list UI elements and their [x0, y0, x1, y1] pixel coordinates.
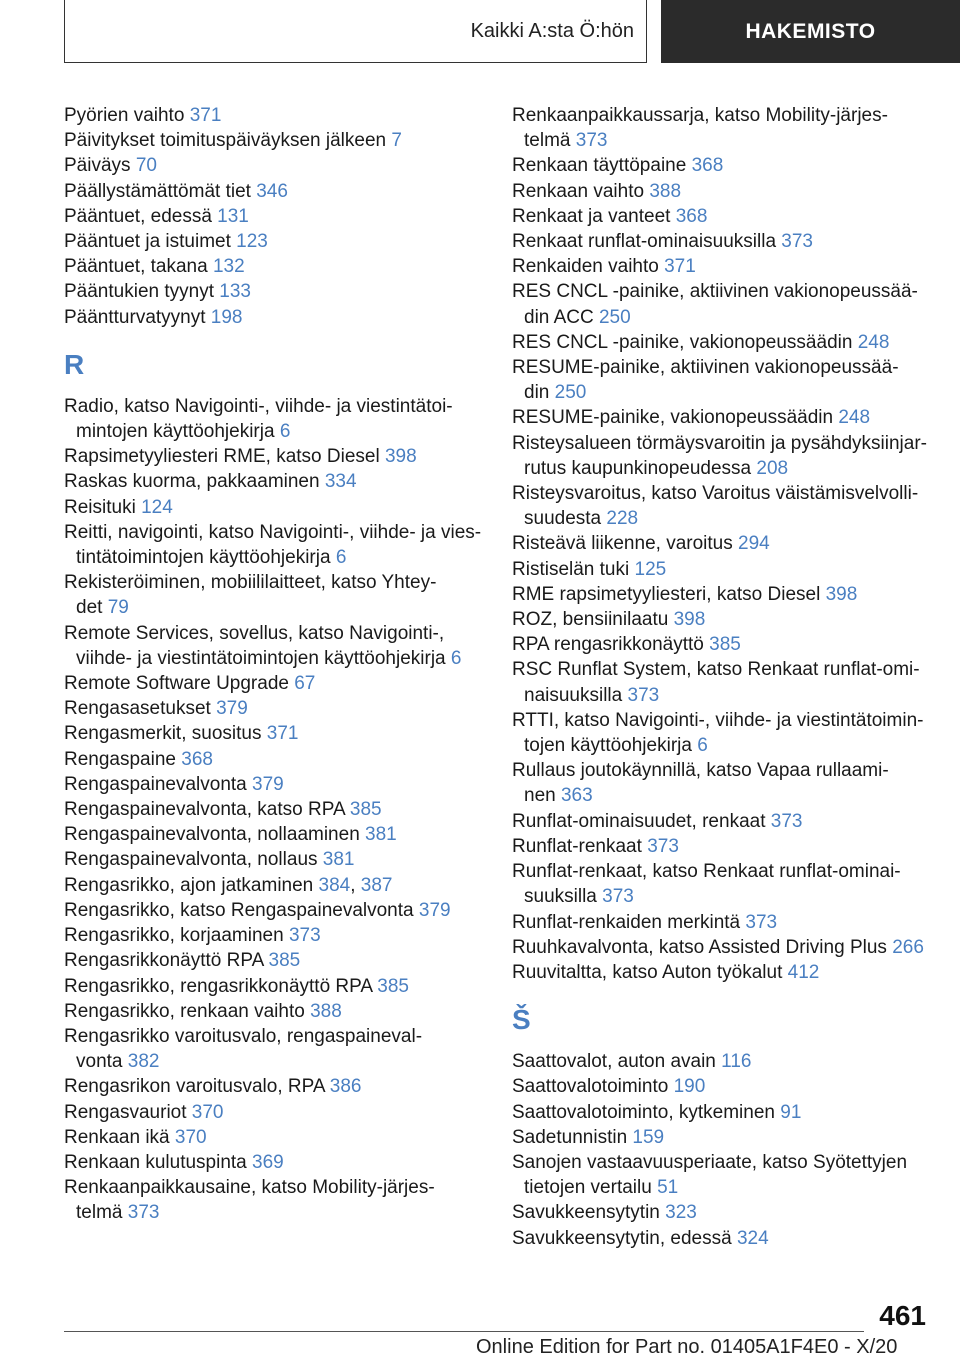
entry-text: Savukkeensytytin: [512, 1202, 666, 1224]
page-link[interactable]: 385: [377, 975, 409, 997]
entry-text: Rengasrikon varoitusvalo, RPA: [64, 1076, 330, 1098]
entry-text: RESUME-painike, aktiivinen vakionopeussää-: [512, 357, 899, 379]
entry-text: Päällystämättömät tiet: [64, 180, 257, 202]
page-link[interactable]: 248: [857, 331, 890, 353]
entry-text: RTTI, katso Navigointi-, viihde- ja viestintätoimin-: [512, 709, 924, 731]
page-link[interactable]: 373: [602, 886, 634, 908]
index-entry: [64, 1150, 484, 1175]
page-link[interactable]: 124: [141, 496, 173, 518]
entry-text-continued: tietojen vertailu: [524, 1177, 658, 1199]
entry-text: Saattovalotoiminto: [512, 1076, 674, 1098]
index-entry: [512, 153, 932, 178]
page-number: 461: [879, 1300, 926, 1331]
page-link[interactable]: 6: [450, 647, 462, 669]
index-letter-heading: R: [64, 348, 85, 380]
entry-text: ROZ, bensiinilaatu: [512, 609, 674, 631]
entry-text-continued: tojen käyttöohjekirja: [524, 735, 698, 757]
page-link[interactable]: 159: [632, 1126, 665, 1148]
entry-text: Rengasrikko, korjaaminen: [64, 925, 289, 947]
page-link[interactable]: 373: [745, 911, 778, 933]
entry-text: Renkaan vaihto: [512, 180, 650, 202]
index-entry: [64, 1024, 484, 1074]
entry-text-continued: suuksilla: [524, 886, 603, 908]
page-link[interactable]: 123: [236, 231, 268, 253]
entry-text: RPA rengasrikkonäyttö: [512, 634, 710, 656]
index-entry: [512, 657, 932, 707]
page-link[interactable]: 371: [266, 723, 299, 745]
entry-text: Saattovalotoiminto, kytkeminen: [512, 1101, 781, 1123]
page-link[interactable]: 6: [279, 421, 291, 443]
page-link[interactable]: 368: [181, 748, 213, 770]
entry-text: Pääntuet ja istuimet: [64, 231, 237, 253]
page-link[interactable]: 250: [598, 306, 631, 328]
index-entry: [64, 254, 484, 279]
page-link[interactable]: 346: [256, 180, 288, 202]
entry-text: Rekisteröiminen, mobiililaitteet, katso Yhtey-: [64, 572, 437, 594]
index-entry: [64, 721, 484, 746]
entry-text-continued: vonta: [76, 1051, 128, 1073]
entry-text-continued: viihde- ja viestintätoimintojen käyttöohjekirja: [76, 647, 451, 669]
entry-text: Rengasrikko varoitusvalo, rengaspaineval-: [64, 1025, 423, 1047]
index-entry: [64, 948, 484, 973]
entry-text: Renkaanpaikkaussarja, katso Mobility-järjes-: [512, 105, 888, 126]
entry-text: Runflat-renkaat: [512, 835, 648, 857]
entry-text: RSC Runflat System, katso Renkaat runflat-omi-: [512, 659, 920, 681]
page-link[interactable]: 398: [825, 583, 858, 605]
page-link[interactable]: 6: [697, 735, 708, 757]
entry-text: Remote Services, sovellus, katso Navigointi-,: [64, 622, 445, 644]
entry-text: Raskas kuorma, pakkaaminen: [64, 471, 325, 493]
page-link[interactable]: 334: [324, 471, 357, 493]
index-entry: [64, 822, 484, 847]
index-entry: [512, 229, 932, 254]
page-link[interactable]: 250: [554, 382, 587, 404]
index-entry: [64, 394, 484, 444]
entry-text: Radio, katso Navigointi-, viihde- ja viestintätoi-: [64, 395, 453, 417]
entry-text: Rullaus joutokäynnillä, katso Vapaa rullaami-: [512, 760, 889, 782]
index-entry: [512, 935, 932, 960]
entry-text: Ruuvitaltta, katso Auton työkalut: [512, 961, 788, 983]
index-entry: [512, 481, 932, 531]
entry-text: Rengasrikko, katso Rengaspainevalvonta: [64, 899, 419, 921]
index-entry: [64, 103, 484, 128]
page-link[interactable]: 368: [675, 205, 708, 227]
index-entry: [512, 204, 932, 229]
page-link[interactable]: 51: [657, 1177, 679, 1199]
entry-text: Rengaspainevalvonta, nollaus: [64, 849, 323, 871]
page-link[interactable]: 133: [219, 281, 251, 303]
entry-text: Rengasvauriot: [64, 1101, 192, 1123]
entry-text: Renkaat ja vanteet: [512, 205, 676, 227]
page-link[interactable]: 386: [329, 1076, 362, 1098]
entry-text: Renkaat runflat-ominaisuuksilla: [512, 231, 782, 253]
index-entry: [64, 1100, 484, 1125]
index-entry: [64, 974, 484, 999]
index-entry: [512, 809, 932, 834]
index-entry: [512, 834, 932, 859]
entry-text-continued: det: [76, 597, 108, 619]
entry-text: Risteysalueen törmäysvaroitin ja pysähdyksiinjar-: [512, 432, 928, 454]
index-entry: [64, 570, 484, 620]
index-entry: [512, 708, 932, 758]
entry-text: Reitti, navigointi, katso Navigointi-, viihde- ja vies-: [64, 521, 482, 543]
entry-text: Ristiselän tuki: [512, 558, 635, 580]
page-link[interactable]: 373: [781, 231, 813, 253]
entry-text: Rengasrikkonäyttö RPA: [64, 950, 269, 972]
entry-text: Päiväys: [64, 155, 136, 177]
page-link[interactable]: 379: [418, 899, 451, 921]
entry-text: Remote Software Upgrade: [64, 673, 295, 695]
page-link[interactable]: 373: [127, 1202, 160, 1224]
page-link[interactable]: 363: [560, 785, 593, 807]
index-entry: [512, 355, 932, 405]
index-entry: [512, 960, 932, 985]
entry-text-continued: suudesta: [524, 508, 607, 530]
page-link[interactable]: 79: [107, 597, 129, 619]
page-link[interactable]: 228: [606, 508, 639, 530]
tab-index[interactable]: HAKEMISTO: [661, 0, 960, 63]
index-entry: [512, 330, 932, 355]
index-entry: [64, 128, 484, 153]
index-entry: [64, 204, 484, 229]
entry-text: Rengasmerkit, suositus: [64, 723, 267, 745]
index-entry: [64, 179, 484, 204]
page-link[interactable]: 323: [665, 1202, 697, 1224]
index-entry: [64, 1125, 484, 1150]
entry-text: Runflat-renkaiden merkintä: [512, 911, 746, 933]
page-link[interactable]: 388: [649, 180, 682, 202]
entry-text: Pääntuet, takana: [64, 256, 213, 278]
index-entry: [64, 520, 484, 570]
page-link[interactable]: 373: [288, 925, 321, 947]
page-link[interactable]: 379: [216, 698, 248, 720]
index-entry: [64, 621, 484, 671]
page-link[interactable]: 7: [391, 130, 402, 152]
page-link[interactable]: 412: [787, 961, 820, 983]
page-link[interactable]: 370: [191, 1101, 224, 1123]
page-link[interactable]: 384: [318, 874, 351, 896]
entry-text: Renkaan kulutuspinta: [64, 1151, 253, 1173]
index-entry: [512, 607, 932, 632]
entry-text-continued: mintojen käyttöohjekirja: [76, 421, 280, 443]
entry-text: Pyörien vaihto: [64, 105, 190, 126]
page-link[interactable]: 385: [268, 950, 301, 972]
page-link[interactable]: 373: [627, 684, 660, 706]
entry-text-continued: telmä: [524, 130, 576, 152]
page-link[interactable]: 388: [310, 1000, 342, 1022]
index-entry: [64, 772, 484, 797]
entry-text: RES CNCL -painike, vakionopeussäädin: [512, 331, 858, 353]
page-link[interactable]: 324: [736, 1227, 769, 1249]
index-column-left: [64, 103, 484, 1226]
page-link[interactable]: 373: [770, 810, 803, 832]
entry-text: Renkaanpaikkausaine, katso Mobility-järjes-: [64, 1177, 435, 1199]
page-link[interactable]: 67: [294, 673, 316, 695]
index-entry: [512, 758, 932, 808]
entry-text: Rengasrikko, renkaan vaihto: [64, 1000, 311, 1022]
page-link[interactable]: 70: [135, 155, 157, 177]
index-entry: [64, 305, 484, 330]
index-entry: [64, 279, 484, 304]
page-link[interactable]: 371: [664, 256, 696, 278]
entry-text-continued: din ACC: [524, 306, 599, 328]
page-link[interactable]: 381: [365, 824, 397, 846]
entry-text: Risteysvaroitus, katso Varoitus väistämisvelvolli-: [512, 483, 919, 505]
index-entry: [512, 1074, 932, 1099]
entry-text: Runflat-ominaisuudet, renkaat: [512, 810, 771, 832]
index-entry: [64, 999, 484, 1024]
index-entry: [64, 153, 484, 178]
entry-text: Rapsimetyyliesteri RME, katso Diesel: [64, 446, 385, 468]
index-entry: [512, 103, 932, 153]
entry-text: Rengasrikko, ajon jatkaminen: [64, 874, 319, 896]
page-link[interactable]: 294: [738, 533, 770, 555]
page-link[interactable]: 91: [780, 1101, 802, 1123]
page-link[interactable]: 379: [252, 773, 284, 795]
index-entry: [64, 1074, 484, 1099]
page-link[interactable]: 382: [127, 1051, 160, 1073]
page-link[interactable]: 387: [360, 874, 393, 896]
page-link[interactable]: 385: [349, 799, 382, 821]
index-entry: [512, 632, 932, 657]
entry-text: Pääntukien tyynyt: [64, 281, 220, 303]
index-entry: [512, 279, 932, 329]
index-entry: [512, 1226, 932, 1251]
page-link[interactable]: 132: [212, 256, 245, 278]
page-separator: ,: [350, 874, 361, 896]
entry-text-continued: naisuuksilla: [524, 684, 628, 706]
index-entry: [64, 444, 484, 469]
index-entry: [512, 405, 932, 430]
index-entry: [512, 1100, 932, 1125]
index-entry: [512, 1049, 932, 1074]
entry-text: Runflat-renkaat, katso Renkaat runflat-ominai-: [512, 861, 901, 883]
index-entry: [64, 1175, 484, 1225]
page-link[interactable]: 190: [673, 1076, 706, 1098]
page-link[interactable]: 116: [721, 1051, 752, 1073]
entry-text: RES CNCL -painike, aktiivinen vakionopeussää-: [512, 281, 918, 303]
index-entry: [512, 531, 932, 556]
page-link[interactable]: 398: [673, 609, 706, 631]
index-column-right: [512, 103, 932, 1251]
entry-text-continued: rutus kaupunkinopeudessa: [524, 457, 757, 479]
entry-text: Risteävä liikenne, varoitus: [512, 533, 738, 555]
entry-text: Pääntturvatyynyt: [64, 306, 211, 328]
page-link[interactable]: 6: [335, 547, 347, 569]
section-title: Kaikki A:sta Ö:hön: [64, 0, 647, 63]
index-entry: [64, 495, 484, 520]
page-link[interactable]: 370: [174, 1126, 207, 1148]
entry-text-continued: din: [524, 382, 555, 404]
index-entry: [512, 1150, 932, 1200]
index-entry: [512, 582, 932, 607]
page-link[interactable]: 266: [892, 936, 924, 958]
page-link[interactable]: 248: [838, 407, 871, 429]
page-link[interactable]: 373: [575, 130, 608, 152]
entry-text: Rengaspainevalvonta: [64, 773, 253, 795]
index-entry: [64, 898, 484, 923]
entry-text-continued: tintätoimintojen käyttöohjekirja: [76, 547, 336, 569]
entry-text-continued: telmä: [76, 1202, 128, 1224]
page-link[interactable]: 381: [322, 849, 355, 871]
entry-text: Rengaspainevalvonta, nollaaminen: [64, 824, 366, 846]
entry-text: Rengaspainevalvonta, katso RPA: [64, 799, 350, 821]
entry-text: Sadetunnistin: [512, 1126, 633, 1148]
index-entry: [64, 469, 484, 494]
index-entry: [512, 1200, 932, 1225]
index-entry: [64, 847, 484, 872]
index-entry: [512, 254, 932, 279]
page-link[interactable]: 373: [647, 835, 679, 857]
entry-text: Savukkeensytytin, edessä: [512, 1227, 737, 1249]
entry-text: Renkaan täyttöpaine: [512, 155, 692, 177]
page-link[interactable]: 371: [189, 105, 222, 126]
index-letter-heading: Š: [512, 1004, 531, 1036]
entry-text: Pääntuet, edessä: [64, 205, 218, 227]
page-link[interactable]: 385: [709, 634, 741, 656]
entry-text: RME rapsimetyyliesteri, katso Diesel: [512, 583, 826, 605]
index-entry: [512, 910, 932, 935]
index-entry: [64, 747, 484, 772]
index-entry: [64, 696, 484, 721]
entry-text: Reisituki: [64, 496, 142, 518]
page-link[interactable]: 369: [252, 1151, 284, 1173]
index-entry: [512, 557, 932, 582]
entry-text: Sanojen vastaavuusperiaate, katso Syötettyjen: [512, 1151, 908, 1173]
entry-text: Rengaspaine: [64, 748, 182, 770]
entry-text: Renkaiden vaihto: [512, 256, 665, 278]
index-entry: [512, 431, 932, 481]
index-entry: [64, 873, 484, 898]
page-link[interactable]: 398: [384, 446, 417, 468]
page-link[interactable]: 131: [217, 205, 249, 227]
index-entry: [64, 923, 484, 948]
page-link[interactable]: 368: [691, 155, 724, 177]
index-entry: [512, 1125, 932, 1150]
entry-text: Renkaan ikä: [64, 1126, 175, 1148]
entry-text: Rengasrikko, rengasrikkonäyttö RPA: [64, 975, 378, 997]
edition-note: Online Edition for Part no. 01405A1F4E0 - X/20: [476, 1336, 898, 1358]
page-header: [64, 0, 960, 64]
page-link[interactable]: 208: [756, 457, 789, 479]
index-entry: [512, 179, 932, 204]
index-entry: [64, 229, 484, 254]
index-entry: [64, 797, 484, 822]
index-entry: [512, 859, 932, 909]
page-link[interactable]: 125: [634, 558, 667, 580]
index-entry: [64, 671, 484, 696]
entry-text: Ruuhkavalvonta, katso Assisted Driving Plus: [512, 936, 893, 958]
entry-text: RESUME-painike, vakionopeussäädin: [512, 407, 839, 429]
entry-text: Päivitykset toimituspäiväyksen jälkeen: [64, 130, 392, 152]
entry-text: Saattovalot, auton avain: [512, 1051, 722, 1073]
entry-text: Rengasasetukset: [64, 698, 217, 720]
page-link[interactable]: 198: [210, 306, 243, 328]
entry-text-continued: nen: [524, 785, 561, 807]
footer-divider: [64, 1331, 864, 1332]
